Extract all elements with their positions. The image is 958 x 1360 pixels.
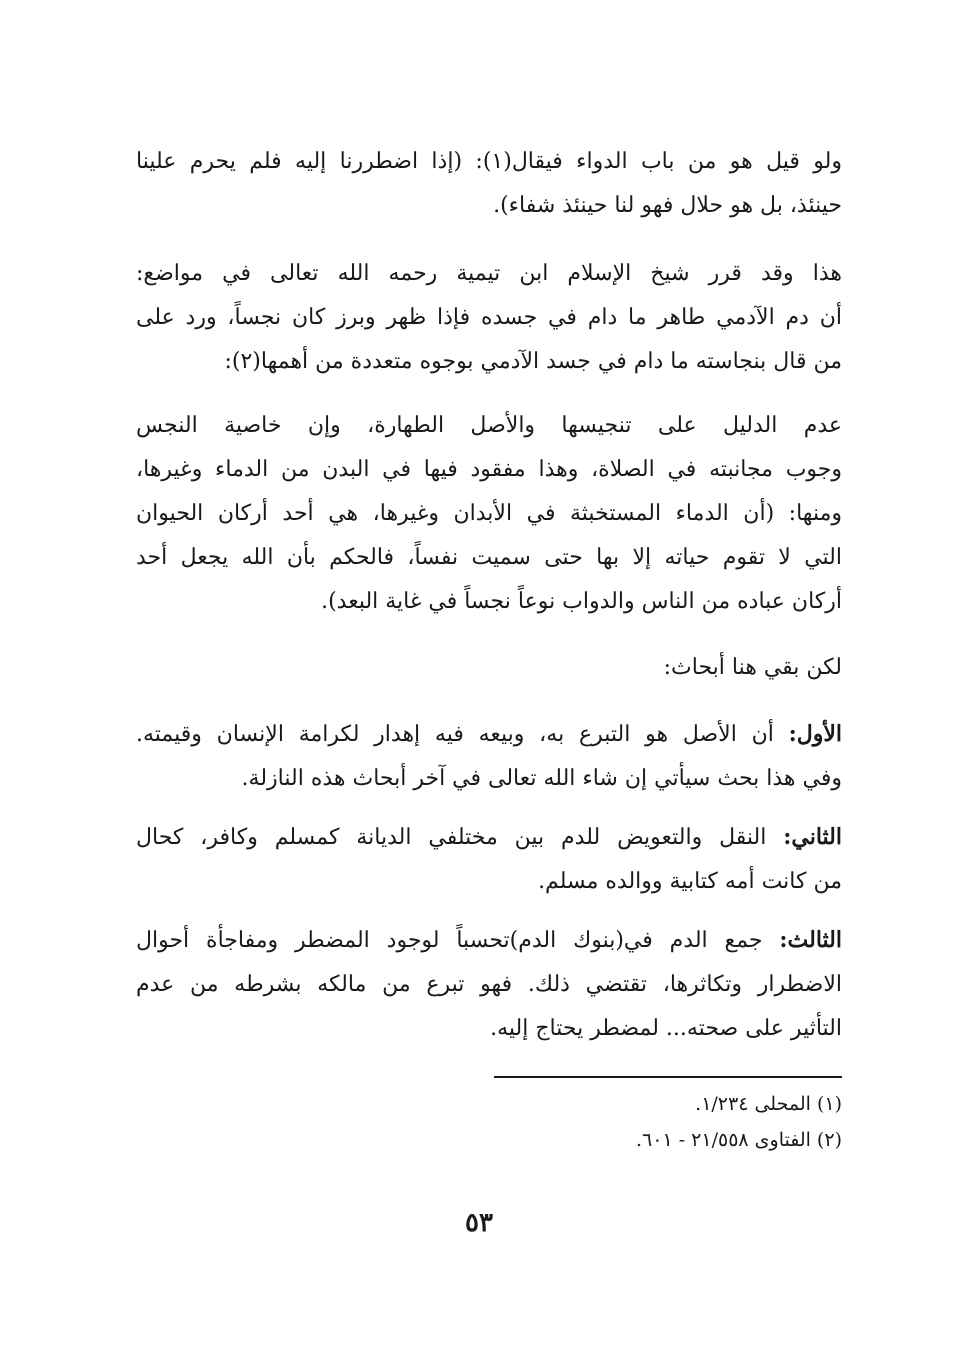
text-line: ومنها: (أن الدماء المستخبثة في الأبدان وغيرها، هي أحد أركان الحيوان <box>136 501 842 526</box>
text-line: من كانت أمه كتابية ووالده مسلم. <box>538 869 842 894</box>
point-lead: الأول: <box>788 721 842 747</box>
text-line: من قال بنجاسته ما دام في جسد الآدمي بوجوه متعددة من أهمها(٢): <box>224 349 842 374</box>
text-line: الاضطرار وتكاثرها، تقتضي ذلك. فهو تبرع من مالكه بشرطه من عدم <box>136 972 842 997</box>
text-line: التأثير على صحته... لمضطر يحتاج إليه. <box>490 1016 842 1041</box>
paragraph-evidence <box>136 404 842 624</box>
footnote-2: (٢) الفتاوى ٢١/٥٥٨ - ٦٠١. <box>636 1129 842 1151</box>
paragraph-medicine <box>136 140 842 228</box>
point-third <box>136 918 842 1051</box>
point-lead: الثالث: <box>779 927 842 953</box>
text-line <box>136 918 842 963</box>
text-line <box>136 815 842 860</box>
footnote-1: (١) المحلى ١/٢٣٤. <box>695 1093 842 1115</box>
text-line: أركان عباده من الناس والدواب نوعاً نجساً في غاية البعد). <box>321 589 842 614</box>
point-lead: الثاني: <box>783 824 842 850</box>
point-second <box>136 815 842 904</box>
point-text: أن الأصل هو التبرع به، وبيعه فيه إهدار لكرامة الإنسان وقيمته. <box>136 722 789 747</box>
text-line: حينئذ، بل هو حلال فهو لنا حينئذ شفاء). <box>493 193 842 218</box>
footnote-divider <box>494 1076 842 1078</box>
footnotes <box>400 1086 842 1158</box>
paragraph-ibn-taymiyyah <box>136 252 842 384</box>
point-text: جمع الدم في(بنوك الدم)تحسباً لوجود المضطر ومفاجأة أحوال <box>136 928 780 953</box>
text-line: وجوب مجانبته في الصلاة، وهذا مفقود فيها في البدن من الدماء وغيرها، <box>136 457 842 482</box>
text-line: لكن بقي هنا أبحاث: <box>663 655 842 680</box>
text-line: أن دم الآدمي طاهر ما دام في جسده فإذا ظهر وبرز كان نجساً، ورد على <box>136 305 842 330</box>
text-line: التي لا تقوم حياته إلا بها حتى سميت نفساً، فالحكم بأن الله يجعل أحد <box>136 545 842 570</box>
page-number: ٥٣ <box>465 1208 493 1238</box>
point-first <box>136 712 842 801</box>
text-line: ولو قيل هو من باب الدواء فيقال(١): (إذا اضطررنا إليه فلم يحرم علينا <box>136 149 842 174</box>
text-line: هذا وقد قرر شيخ الإسلام ابن تيمية رحمه الله تعالى في مواضع: <box>136 261 842 286</box>
text-line <box>136 712 842 757</box>
text-line: وفي هذا بحث سيأتي إن شاء الله تعالى في آخر أبحاث هذه النازلة. <box>241 766 842 791</box>
point-text: النقل والتعويض للدم بين مختلفي الديانة كمسلم وكافر، كحال <box>136 825 784 850</box>
paragraph-remaining-topics <box>136 646 842 690</box>
text-line: عدم الدليل على تنجيسها والأصل الطهارة، وإن خاصية النجس <box>136 413 842 438</box>
